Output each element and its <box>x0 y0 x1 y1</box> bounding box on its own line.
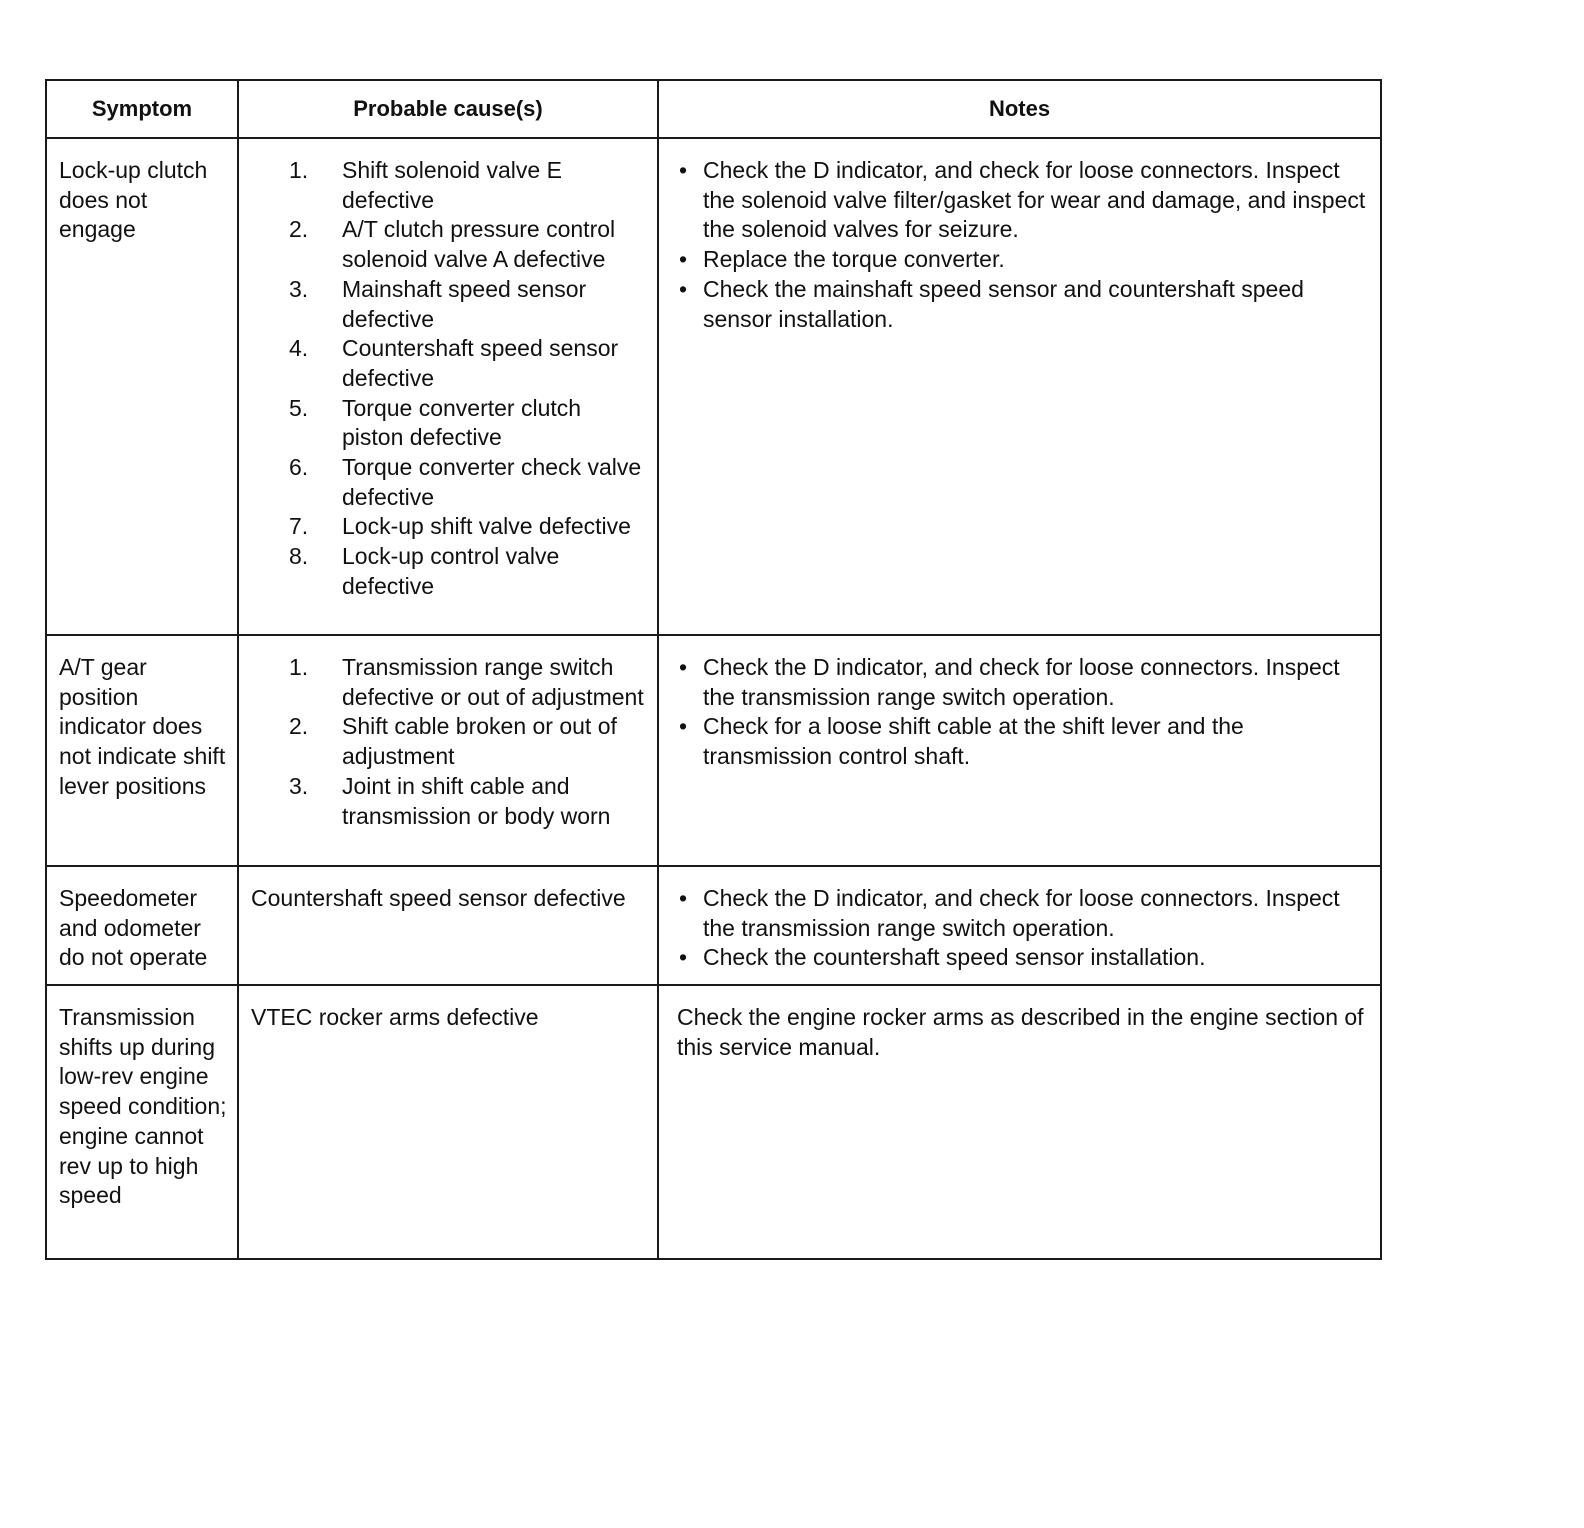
bullet-icon: • <box>679 246 688 273</box>
cause-item: 8. Lock-up control valve defective <box>289 543 560 599</box>
symptom-cell: Speedometer and odometer do not operate <box>46 866 238 985</box>
table-row <box>46 985 1381 1259</box>
bullet-icon: • <box>679 157 688 183</box>
cause-item: 2. Shift cable broken or out of adjustment <box>289 713 617 770</box>
note-item: • Check the D indicator, and check for loose connectors. Inspect the transmission range switch operation. <box>679 654 1340 710</box>
note-item: • Check the mainshaft speed sensor and countershaft speed sensor installation. <box>679 275 1304 332</box>
table-row <box>46 635 1381 866</box>
bullet-icon: • <box>679 885 688 911</box>
notes-cell <box>658 635 1381 866</box>
causes-cell <box>238 635 658 866</box>
notes-list <box>671 884 1370 973</box>
note-item: • Replace the torque converter. <box>679 245 1370 275</box>
table-row <box>46 866 1381 985</box>
cause-item: 4. Countershaft speed sensor defective <box>289 335 619 391</box>
cause-item: 6. Torque converter check valve defective <box>289 454 642 510</box>
symptom-cell: A/T gear position indicator does not indicate shift lever positions <box>46 635 238 866</box>
bullet-icon: • <box>679 713 688 740</box>
causes-list <box>251 156 647 602</box>
table-header-row <box>46 80 1381 138</box>
bullet-icon: • <box>679 275 688 302</box>
header-notes: Notes <box>658 80 1381 138</box>
bullet-icon: • <box>679 944 688 971</box>
symptom-cell: Lock-up clutch does not engage <box>46 138 238 635</box>
header-symptom: Symptom <box>46 80 238 138</box>
cause-item: 3. Mainshaft speed sensor defective <box>289 275 587 332</box>
cause-item: 3. Joint in shift cable and transmission or body worn <box>289 772 611 829</box>
causes-list <box>251 653 647 831</box>
note-item: • Check the D indicator, and check for loose connectors. Inspect the solenoid valve filter/gasket for wear and damage, and inspect the solenoid valves for seizure. <box>679 157 1366 243</box>
cause-item: 2. A/T clutch pressure control solenoid valve A defective <box>289 216 616 273</box>
causes-cell: Countershaft speed sensor defective <box>238 866 658 985</box>
notes-paragraph: Check the engine rocker arms as described in the engine section of this service manual. <box>677 1004 1364 1060</box>
notes-cell <box>658 866 1381 985</box>
troubleshooting-table <box>45 79 1382 1260</box>
causes-cell <box>238 138 658 635</box>
cause-item: 7. Lock-up shift valve defective <box>289 513 631 540</box>
notes-cell <box>658 985 1381 1259</box>
cause-item: 1. Transmission range switch defective or out of adjustment <box>289 654 644 710</box>
note-item: • Check the D indicator, and check for loose connectors. Inspect the transmission range switch operation. <box>679 885 1340 941</box>
causes-cell: VTEC rocker arms defective <box>238 985 658 1259</box>
header-probable-causes: Probable cause(s) <box>238 80 658 138</box>
symptom-cell: Transmission shifts up during low-rev engine speed condition; engine cannot rev up to high speed <box>46 985 238 1259</box>
notes-cell <box>658 138 1381 635</box>
note-item: • Check for a loose shift cable at the shift lever and the transmission control shaft. <box>679 713 1244 770</box>
notes-list <box>671 156 1370 334</box>
bullet-icon: • <box>679 654 688 680</box>
table-row <box>46 138 1381 635</box>
notes-list <box>671 653 1370 772</box>
note-item: • Check the countershaft speed sensor installation. <box>679 943 1370 973</box>
cause-item: 5. Torque converter clutch piston defective <box>289 394 582 451</box>
cause-item: 1. Shift solenoid valve E defective <box>289 157 562 213</box>
